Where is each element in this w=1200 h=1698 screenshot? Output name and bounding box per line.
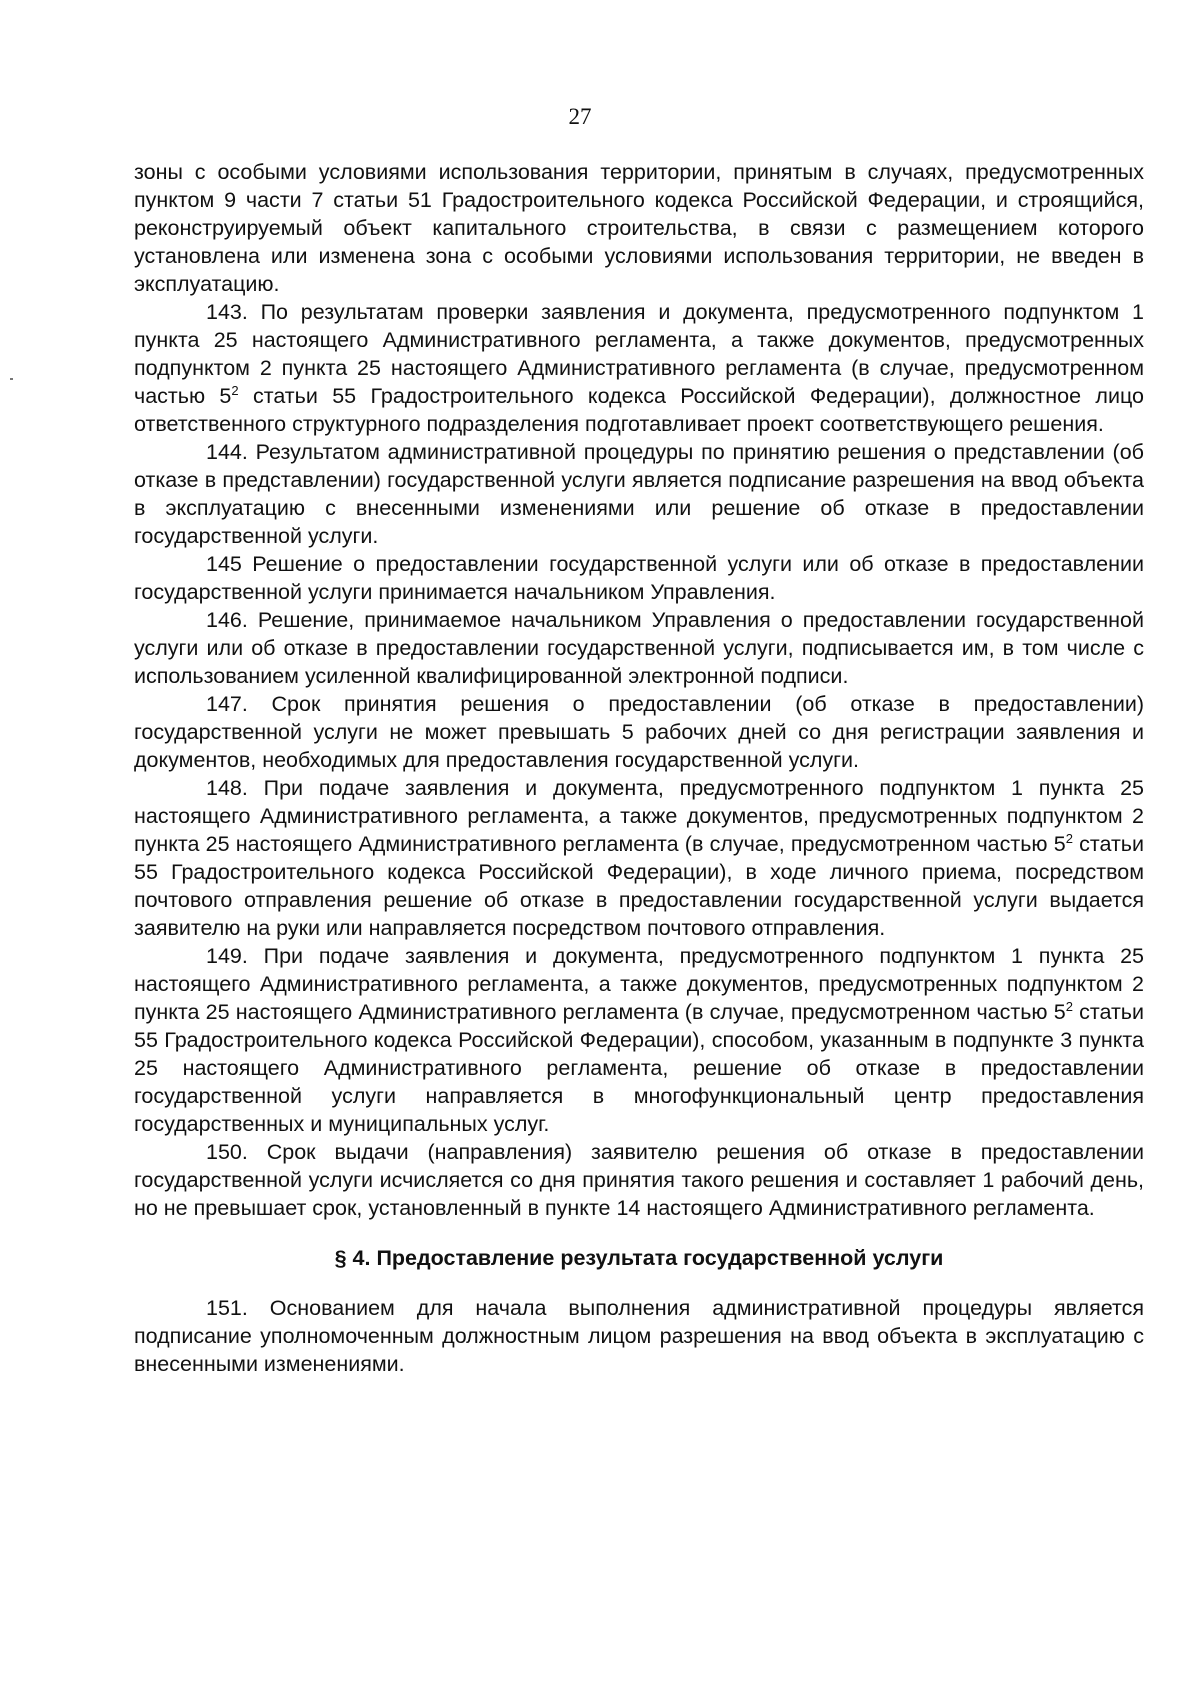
paragraph-150: 150. Срок выдачи (направления) заявителю решения об отказе в предоставлении государственной услуги исчисляется со дня принятия такого решения и составляет 1 рабочий день, но не превышает срок, установленный в пункте 14 настоящего Административного регламента. bbox=[134, 1140, 1144, 1220]
paragraph-149-text-a: 149. При подаче заявления и документа, предусмотренного подпунктом 1 пункта 25 настоящего Административного регламента, а также документов, предусмотренных подпунктом 2 пункта 25 настоящего Административного регламента (в случае, предусмотренном частью 5 bbox=[134, 944, 1144, 1024]
page-number: 27 bbox=[568, 104, 592, 129]
superscript-2: 2 bbox=[231, 382, 239, 398]
paragraph-148 bbox=[134, 774, 1144, 942]
scan-speck bbox=[10, 378, 13, 380]
paragraph-143-text-a: 143. По результатам проверки заявления и документа, предусмотренного подпунктом 1 пункта 25 настоящего Административного регламента, а также документов, предусмотренных подпунктом 2 пункта 25 настоящего Административного регламента (в случае, предусмотренном частью 5 bbox=[134, 300, 1144, 408]
paragraph-143 bbox=[134, 298, 1144, 438]
paragraph-144: 144. Результатом административной процедуры по принятию решения о представлении (об отказе в представлении) государственной услуги является подписание разрешения на ввод объекта в эксплуатацию с внесенными изменениями или решение об отказе в предоставлении государственной услуги. bbox=[134, 440, 1144, 548]
paragraph-148-text-a: 148. При подаче заявления и документа, предусмотренного подпунктом 1 пункта 25 настоящего Административного регламента, а также документов, предусмотренных подпунктом 2 пункта 25 настоящего Административного регламента (в случае, предусмотренном частью 5 bbox=[134, 776, 1144, 856]
paragraph-149 bbox=[134, 942, 1144, 1138]
paragraph-147: 147. Срок принятия решения о предоставлении (об отказе в предоставлении) государственной услуги не может превышать 5 рабочих дней со дня регистрации заявления и документов, необходимых для предоставления государственной услуги. bbox=[134, 692, 1144, 772]
paragraph-continuation: зоны с особыми условиями использования территории, принятым в случаях, предусмотренных пунктом 9 части 7 статьи 51 Градостроительного кодекса Российской Федерации, и строящийся, реконструируемый объект капитального строительства, в связи с размещением которого установлена или изменена зона с особыми условиями использования территории, не введен в эксплуатацию. bbox=[134, 160, 1144, 296]
section-heading: § 4. Предоставление результата государственной услуги bbox=[334, 1246, 944, 1270]
paragraph-149-text-b: статьи 55 Градостроительного кодекса Российской Федерации), способом, указанным в подпункте 3 пункта 25 настоящего Административного регламента, решение об отказе в предоставлении государственной услуги направляется в многофункциональный центр предоставления государственных и муниципальных услуг. bbox=[134, 1000, 1145, 1136]
paragraph-145: 145 Решение о предоставлении государственной услуги или об отказе в предоставлении государственной услуги принимается начальником Управления. bbox=[134, 552, 1144, 604]
paragraph-143-text-b: статьи 55 Градостроительного кодекса Российской Федерации), должностное лицо ответственного структурного подразделения подготавливает проект соответствующего решения. bbox=[134, 384, 1144, 436]
superscript-2: 2 bbox=[1065, 998, 1073, 1014]
paragraph-151: 151. Основанием для начала выполнения административной процедуры является подписание уполномоченным должностным лицом разрешения на ввод объекта в эксплуатацию с внесенными изменениями. bbox=[134, 1296, 1144, 1376]
paragraph-148-text-b: статьи 55 Градостроительного кодекса Российской Федерации), в ходе личного приема, посредством почтового отправления решение об отказе в предоставлении государственной услуги выдается заявителю на руки или направляется посредством почтового отправления. bbox=[134, 832, 1145, 940]
document-body bbox=[134, 158, 1144, 1378]
superscript-2: 2 bbox=[1065, 830, 1073, 846]
paragraph-146: 146. Решение, принимаемое начальником Управления о предоставлении государственной услуги или об отказе в предоставлении государственной услуги, подписывается им, в том числе с использованием усиленной квалифицированной электронной подписи. bbox=[134, 608, 1144, 688]
